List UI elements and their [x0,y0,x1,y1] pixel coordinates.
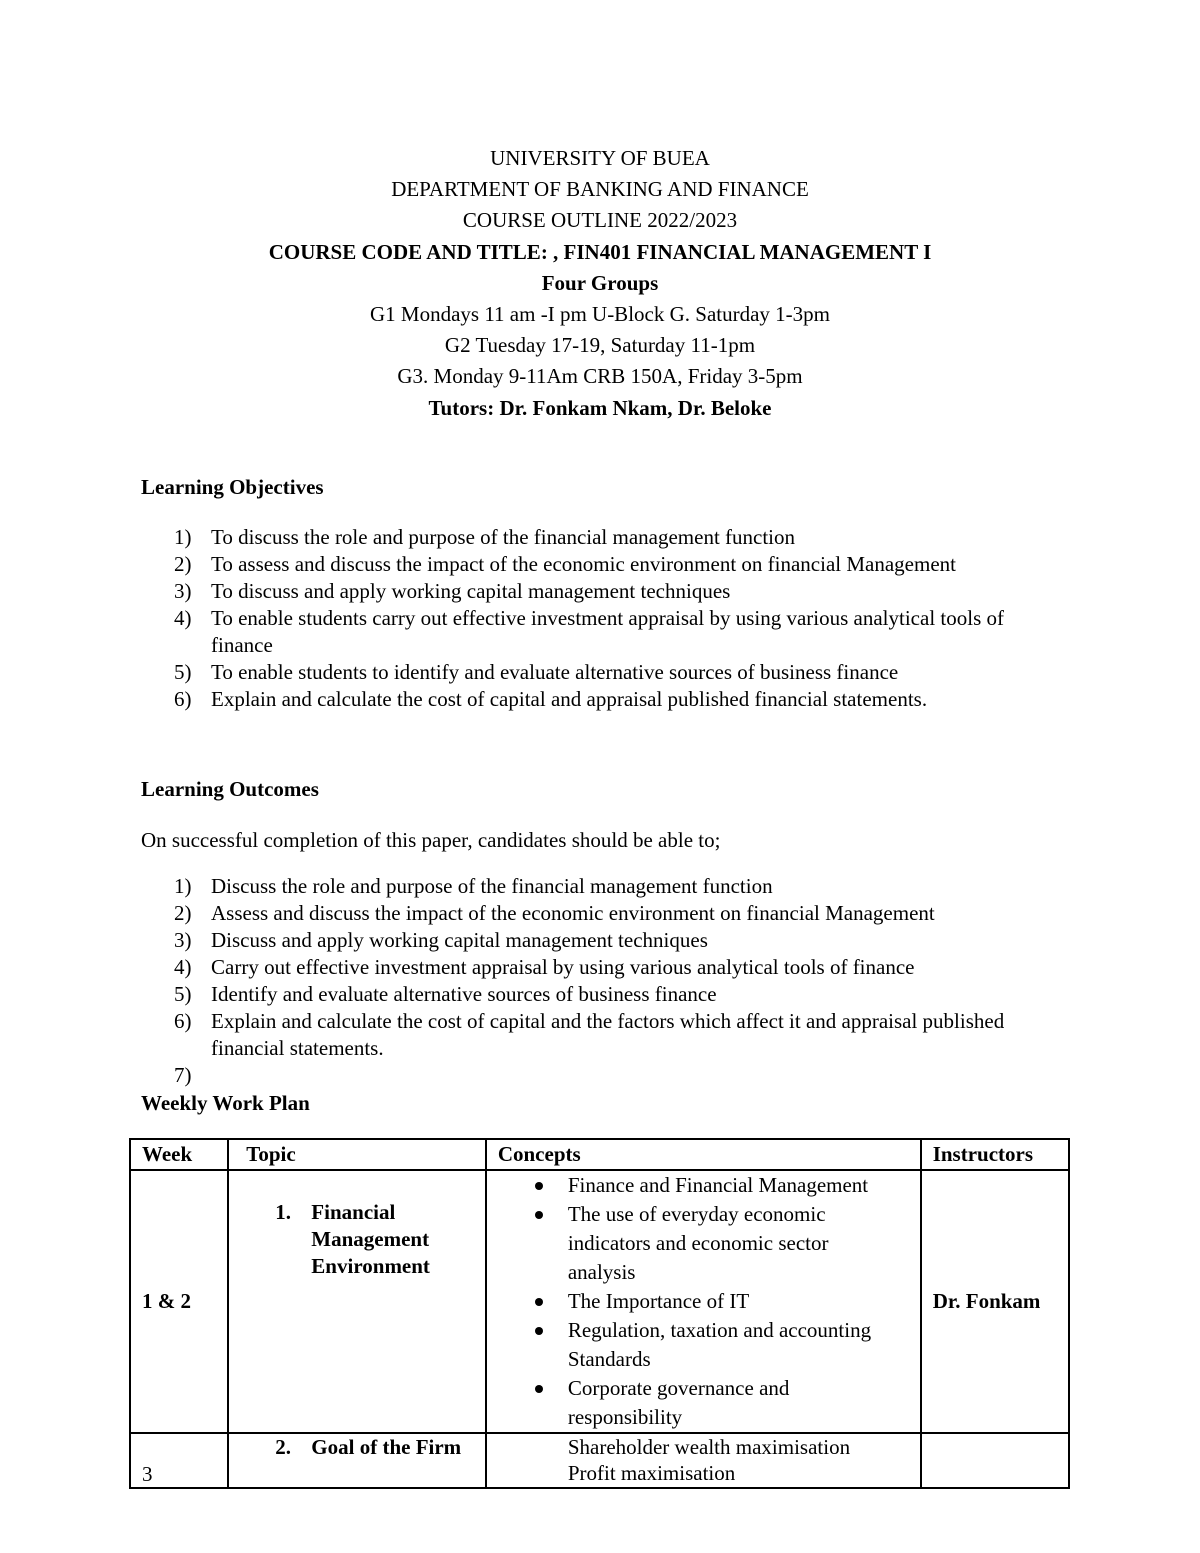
course-code-title: COURSE CODE AND TITLE: , FIN401 FINANCIAL MANAGEMENT I [268,239,932,264]
list-item: 7) [174,1063,192,1087]
header-concepts: Concepts [486,1139,921,1170]
list-item: 6) Explain and calculate the cost of capital and the factors which affect it and appraisal published financial statements. [174,1009,1005,1060]
topic-cell: 2. Goal of the Firm [228,1433,486,1488]
group-schedule-g3: G3. Monday 9-11Am CRB 150A, Friday 3-5pm [397,364,803,389]
concept-line: Shareholder wealth maximisation [567,1435,851,1459]
list-item: 5) To enable students to identify and evaluate alternative sources of business finance [174,660,899,684]
course-outline-year: COURSE OUTLINE 2022/2023 [462,208,738,233]
instructor-cell [921,1433,1069,1488]
list-item: 3) Discuss and apply working capital management techniques [174,928,708,952]
list-item: 4) To enable students carry out effective investment appraisal by using various analytical tools of finance [174,606,1004,657]
list-item: Corporate governance and responsibility [487,1374,838,1432]
concepts-list [487,1171,920,1432]
list-item: The Importance of IT [487,1287,920,1316]
bullet-icon [535,1385,543,1393]
list-item: 3) To discuss and apply working capital management techniques [174,579,731,603]
groups-title: Four Groups [541,270,659,295]
learning-outcomes-list [141,873,1061,1089]
group-schedule-g2: G2 Tuesday 17-19, Saturday 11-1pm [444,333,756,358]
department-name: DEPARTMENT OF BANKING AND FINANCE [391,177,809,202]
tutors-line: Tutors: Dr. Fonkam Nkam, Dr. Beloke [428,395,772,420]
table-row [130,1433,1069,1488]
header-instructors: Instructors [921,1139,1069,1170]
bullet-icon [535,1211,543,1219]
list-item: Regulation, taxation and accounting Standards [487,1316,913,1374]
list-item: 6) Explain and calculate the cost of capital and appraisal published financial statements. [174,687,928,711]
learning-objectives-list [141,524,1061,713]
list-item: 4) Carry out effective investment appraisal by using various analytical tools of finance [174,955,915,979]
list-item: 2) Assess and discuss the impact of the economic environment on financial Management [174,901,935,925]
group-schedule-g1: G1 Mondays 11 am -I pm U-Block G. Saturday 1-3pm [370,301,830,326]
university-name: UNIVERSITY OF BUEA [490,146,710,170]
list-item: 1) Discuss the role and purpose of the financial management function [174,874,773,898]
table-header-row [130,1139,1069,1170]
list-item: 1) To discuss the role and purpose of the financial management function [174,525,796,549]
concepts-cell [486,1170,921,1433]
list-item: 5) Identify and evaluate alternative sources of business finance [174,982,717,1006]
outcomes-intro: On successful completion of this paper, candidates should be able to; [141,828,721,852]
header-topic: Topic [228,1139,486,1170]
list-item: Finance and Financial Management [487,1171,920,1200]
week-cell: 1 & 2 [130,1170,228,1433]
topic-cell: 1. Financial Management Environment [228,1170,486,1433]
list-item: 2) To assess and discuss the impact of the economic environment on financial Management [174,552,956,576]
concepts-cell [486,1433,921,1488]
learning-outcomes-heading: Learning Outcomes [141,777,319,801]
week-cell: 3 [130,1433,228,1488]
bullet-icon [535,1327,543,1335]
table-row [130,1170,1069,1433]
weekly-work-plan-heading: Weekly Work Plan [141,1091,310,1115]
instructor-cell: Dr. Fonkam [921,1170,1069,1433]
bullet-icon [535,1298,543,1306]
list-item: The use of everyday economic indicators and economic sector analysis [487,1200,868,1287]
document-header [0,143,1200,424]
learning-objectives-heading: Learning Objectives [141,475,324,499]
concept-line: Profit maximisation [567,1461,736,1485]
header-week: Week [130,1139,228,1170]
weekly-work-plan-table [129,1138,1070,1489]
bullet-icon [535,1182,543,1190]
